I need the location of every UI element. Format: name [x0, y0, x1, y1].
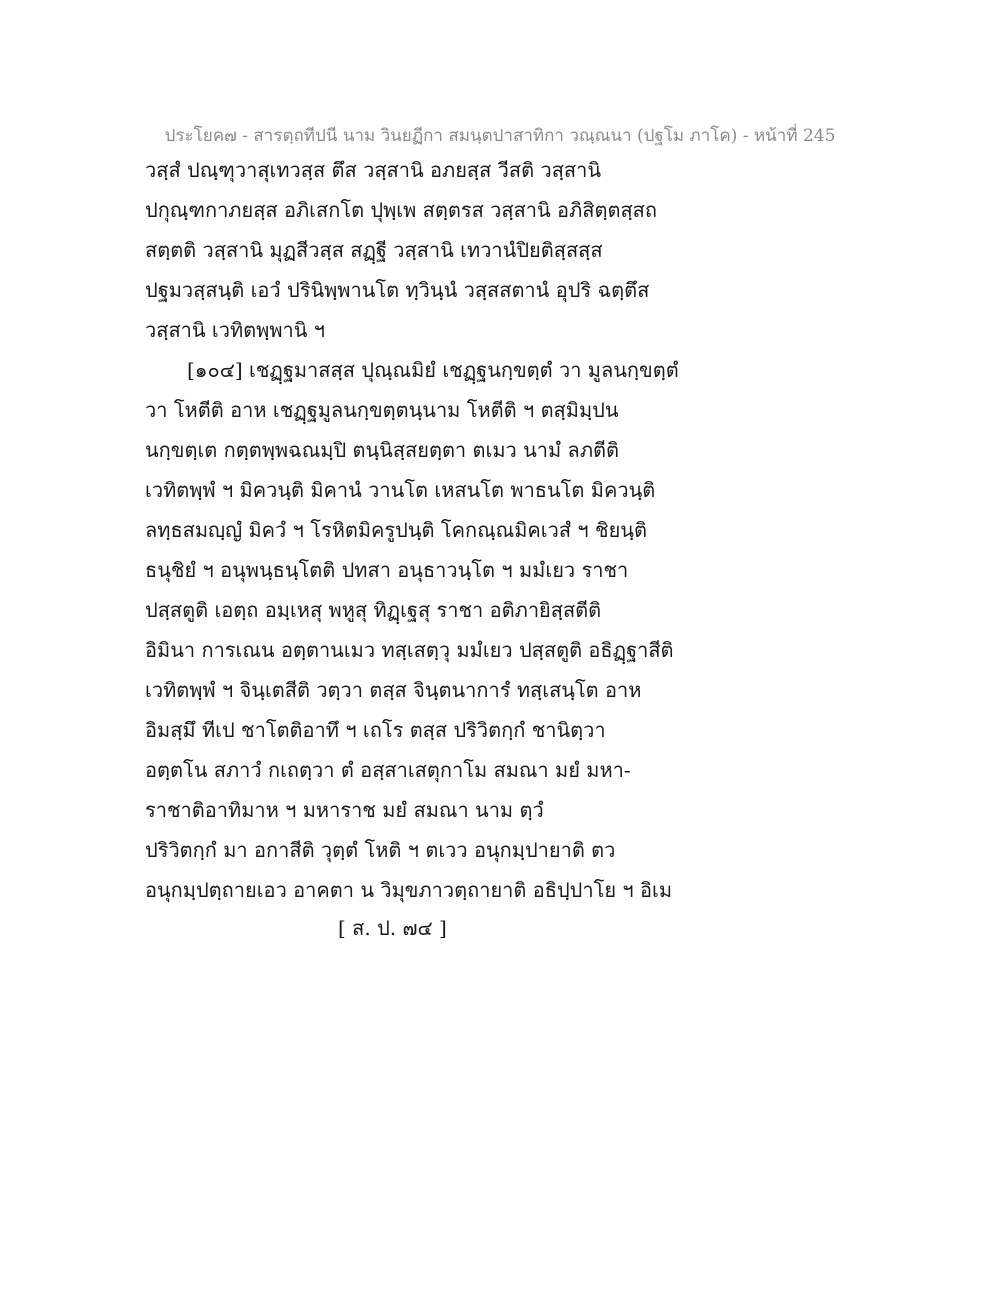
- text-line: อิมสฺมึ ทีเป ชาโตติอาทึ ฯ เถโร ตสฺส ปริวิตกฺกํ ชานิตฺวา: [145, 718, 606, 742]
- text-line: นกฺขตฺเต กตฺตพฺพฉณมฺปิ ตนฺนิสฺสยตฺตา ตเมว นามํ ลภตีติ: [145, 438, 619, 462]
- page-body: [145, 150, 865, 910]
- text-line: สตฺตติ วสฺสานิ มุฏสีวสฺส สฏฺฐี วสฺสานิ เทวานํปิยติสฺสสฺส: [145, 238, 603, 262]
- text-line: เวทิตพฺพํ ฯ จินฺเตสีติ วตฺวา ตสฺส จินฺตนาการํ ทสฺเสนฺโต อาห: [145, 678, 642, 702]
- text-line: ราชาติอาทิมาห ฯ มหาราช มยํ สมณา นาม ตฺวํ: [145, 798, 544, 822]
- paragraph-start-line: [๑๐๔] เชฏฺฐมาสสฺส ปุณฺณมิยํ เชฏฺฐนกฺขตฺตํ วา มูลนกฺขตฺตํ: [187, 358, 679, 382]
- text-line: ปสฺสตูติ เอตฺถ อมฺเหสุ พหูสุ ทิฏฺเฐสุ ราชา อติภายิสฺสตีติ: [145, 598, 602, 622]
- page-reference: [ ส. ป. ๗๔ ]: [338, 916, 447, 940]
- text-line: อตฺตโน สภาวํ กเถตฺวา ตํ อสฺสาเสตุกาโม สมณา มยํ มหา-: [145, 758, 631, 782]
- text-line: ปฐมวสฺสนฺติ เอวํ ปรินิพฺพานโต ทฺวินฺนํ วสฺสสตานํ อุปริ ฉตฺตึส: [145, 278, 650, 302]
- text-line: ธนุชิยํ ฯ อนุพนฺธนฺโตติ ปทสา อนุธาวนฺโต ฯ มมํเยว ราชา: [145, 558, 629, 582]
- text-line: อิมินา การเณน อตฺตานเมว ทสฺเสตฺวุ มมํเยว ปสฺสตูติ อธิฏฺฐาสีติ: [145, 638, 674, 662]
- text-line: ปกุณฺฑกาภยสฺส อภิเสกโต ปุพฺเพ สตฺตรส วสฺสานิ อภิสิตฺตสฺสถ: [145, 198, 657, 222]
- text-line: ลทฺธสมญฺญํ มิควํ ฯ โรหิตมิครูปนฺติ โคกณฺณมิคเวสํ ฯ ชิยนฺติ: [145, 518, 647, 542]
- text-line: เวทิตพฺพํ ฯ มิควนฺติ มิคานํ วานโต เหสนโต พาธนโต มิควนฺติ: [145, 478, 656, 502]
- text-line: วสฺสานิ เวทิตพฺพานิ ฯ: [145, 318, 325, 342]
- text-line: ปริวิตกฺกํ มา อกาสีติ วุตฺตํ โหติ ฯ ตเวว อนุกมฺปายาติ ตว: [145, 838, 616, 862]
- page-header: ประโยค๗ - สารตฺถทีปนี นาม วินยฏีกา สมนฺตปาสาทิกา วณฺณนา (ปฐโม ภาโค) - หน้าที่ 245: [164, 126, 836, 146]
- text-line: อนุกมฺปตฺถายเอว อาคตา น วิมุขภาวตฺถายาติ อธิปฺปาโย ฯ อิเม: [145, 878, 673, 902]
- text-line: วา โหตีติ อาห เชฏฺฐมูลนกฺขตฺตนฺนาม โหตีติ ฯ ตสฺมิมฺปน: [145, 398, 619, 422]
- text-line: วสฺสํ ปณฺฑุวาสุเทวสฺส ตึส วสฺสานิ อภยสฺส วีสติ วสฺสานิ: [145, 158, 602, 182]
